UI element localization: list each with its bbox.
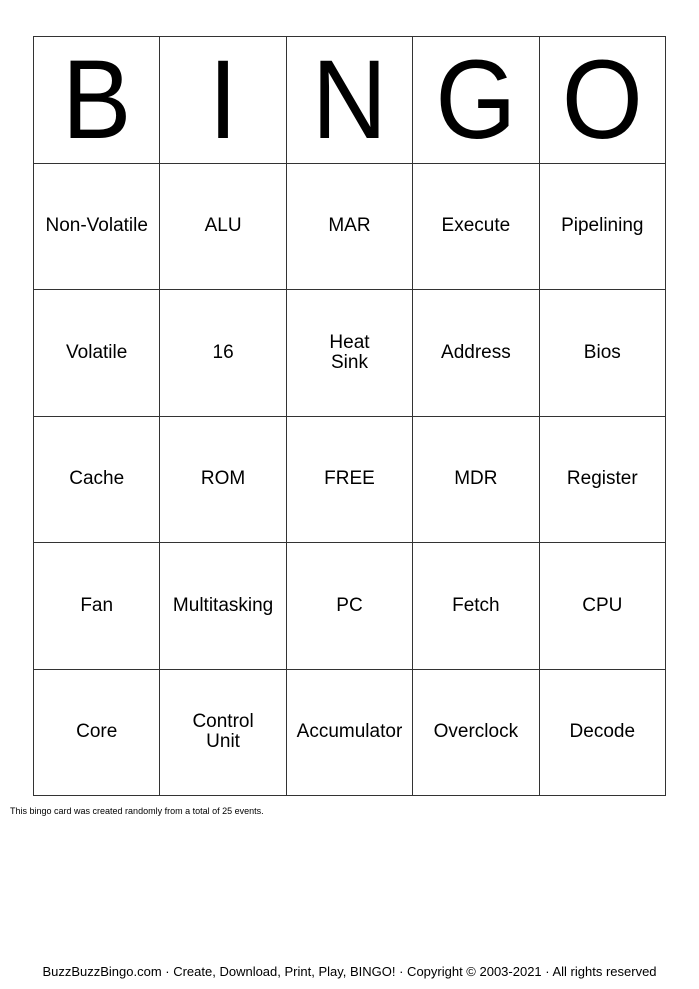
header-row [34,37,666,164]
cell-label: Overclock [433,721,519,743]
header-letter: I [208,37,238,163]
bingo-cell [34,416,160,543]
bingo-cell [413,290,539,417]
cell-label: Non-Volatile [45,215,148,237]
header-letter-i [160,37,286,164]
header-letter: O [561,37,643,163]
bingo-cell [160,669,286,796]
bingo-cell [539,543,665,670]
cell-label: ALU [204,215,242,237]
cell-label: CPU [582,594,623,616]
bingo-cell [34,163,160,290]
cell-label: ROM [200,468,246,490]
card-note: This bingo card was created randomly from a total of 25 events. [10,806,264,816]
card-row [34,669,666,796]
bingo-cell [413,416,539,543]
bingo-cell [160,543,286,670]
bingo-cell [413,163,539,290]
header-letter: G [435,37,517,163]
cell-label: Fan [80,594,114,616]
card-row [34,416,666,543]
bingo-cell [286,163,412,290]
bingo-cell [286,669,412,796]
bingo-cell [413,669,539,796]
bingo-cell [539,290,665,417]
cell-label: Execute [441,215,511,237]
cell-label: Heat Sink [329,331,370,373]
bingo-cell [539,416,665,543]
cell-label: 16 [212,341,234,363]
cell-label: Multitasking [172,594,274,616]
cell-label: Address [441,341,511,363]
bingo-cell [34,543,160,670]
header-letter-o [539,37,665,164]
cell-label: Pipelining [561,215,644,237]
bingo-cell [539,163,665,290]
card-row [34,290,666,417]
bingo-cell [34,290,160,417]
header-letter-b [34,37,160,164]
cell-label: FREE [324,468,375,490]
card-row [34,543,666,670]
free-cell [286,416,412,543]
bingo-cell [160,416,286,543]
cell-label: MAR [328,215,371,237]
cell-label: Bios [583,341,621,363]
cell-label: PC [336,594,363,616]
header-letter-g [413,37,539,164]
header-letter: B [62,37,132,163]
header-letter: N [311,37,388,163]
cell-label: Cache [69,468,125,490]
cell-label: Volatile [66,341,128,363]
header-letter-n [286,37,412,164]
bingo-cell [286,543,412,670]
bingo-cell [413,543,539,670]
cell-label: Register [566,468,638,490]
bingo-cell [160,290,286,417]
footer-copyright: BuzzBuzzBingo.com · Create, Download, Print, Play, BINGO! · Copyright © 2003-2021 · All rights reserved [42,964,657,979]
card-row [34,163,666,290]
cell-label: Core [76,721,118,743]
bingo-cell [286,290,412,417]
cell-label: Fetch [452,594,500,616]
cell-label: MDR [454,468,498,490]
cell-label: Decode [569,721,636,743]
bingo-cell [160,163,286,290]
cell-label: Control Unit [192,711,254,753]
cell-label: Accumulator [296,721,403,743]
bingo-cell [34,669,160,796]
bingo-card [33,36,666,796]
bingo-cell [539,669,665,796]
